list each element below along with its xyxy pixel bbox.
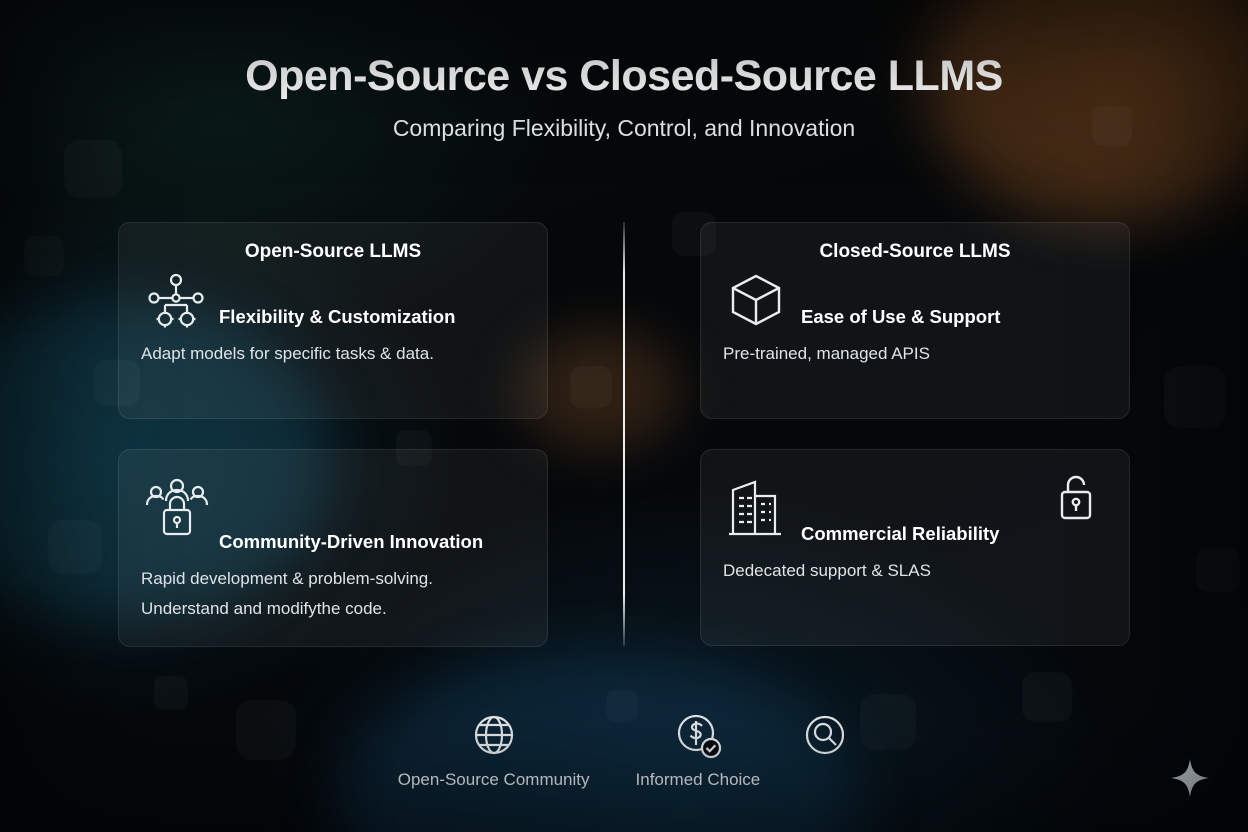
card-ease-of-use-desc: Pre-trained, managed APIS xyxy=(723,344,930,364)
card-flexibility-desc: Adapt models for specific tasks & data. xyxy=(141,344,434,364)
footer-badges xyxy=(0,710,1248,790)
column-divider xyxy=(548,222,700,647)
slide-header xyxy=(0,52,1248,142)
footer-label-informed-choice: Informed Choice xyxy=(635,770,761,789)
decor-blob xyxy=(48,520,102,574)
footer-label-open-source-community: Open-Source Community xyxy=(397,770,590,789)
page-title: Open-Source vs Closed-Source LLMS xyxy=(245,52,1003,100)
card-community-title: Community-Driven Innovation xyxy=(219,531,484,552)
sparkle-icon xyxy=(1168,756,1212,800)
card-commercial-reliability-title: Commercial Reliability xyxy=(801,523,1000,544)
decor-blob xyxy=(64,140,122,198)
decor-blob xyxy=(1164,366,1226,428)
open-padlock-icon xyxy=(1053,470,1099,524)
decor-blob xyxy=(24,236,64,276)
closed-source-heading: Closed-Source LLMS xyxy=(819,241,1011,262)
footer-item-search[interactable] xyxy=(800,710,850,770)
card-ease-of-use-title: Ease of Use & Support xyxy=(801,306,1001,327)
card-commercial-reliability[interactable] xyxy=(700,449,1130,646)
card-community[interactable] xyxy=(118,449,548,647)
footer-item-open-source-community[interactable] xyxy=(398,710,590,790)
decor-blob xyxy=(154,676,188,710)
comparison-columns xyxy=(118,222,1130,647)
footer-item-informed-choice[interactable] xyxy=(636,710,761,790)
open-source-column xyxy=(118,222,548,647)
divider-line xyxy=(623,222,625,646)
closed-source-column xyxy=(700,222,1130,647)
open-source-heading: Open-Source LLMS xyxy=(244,241,422,262)
card-flexibility[interactable] xyxy=(118,222,548,419)
dollar-check-icon xyxy=(673,710,723,760)
card-ease-of-use[interactable] xyxy=(700,222,1130,419)
card-commercial-reliability-desc: Dedecated support & SLAS xyxy=(723,561,931,581)
card-community-desc: Rapid development & problem-solving. Understand and modifythe code. xyxy=(141,569,433,618)
decor-blob xyxy=(1196,548,1240,592)
card-flexibility-title: Flexibility & Customization xyxy=(219,306,456,327)
globe-icon xyxy=(469,710,519,760)
magnifier-icon xyxy=(800,710,850,760)
page-subtitle: Comparing Flexibility, Control, and Innovation xyxy=(392,115,856,141)
